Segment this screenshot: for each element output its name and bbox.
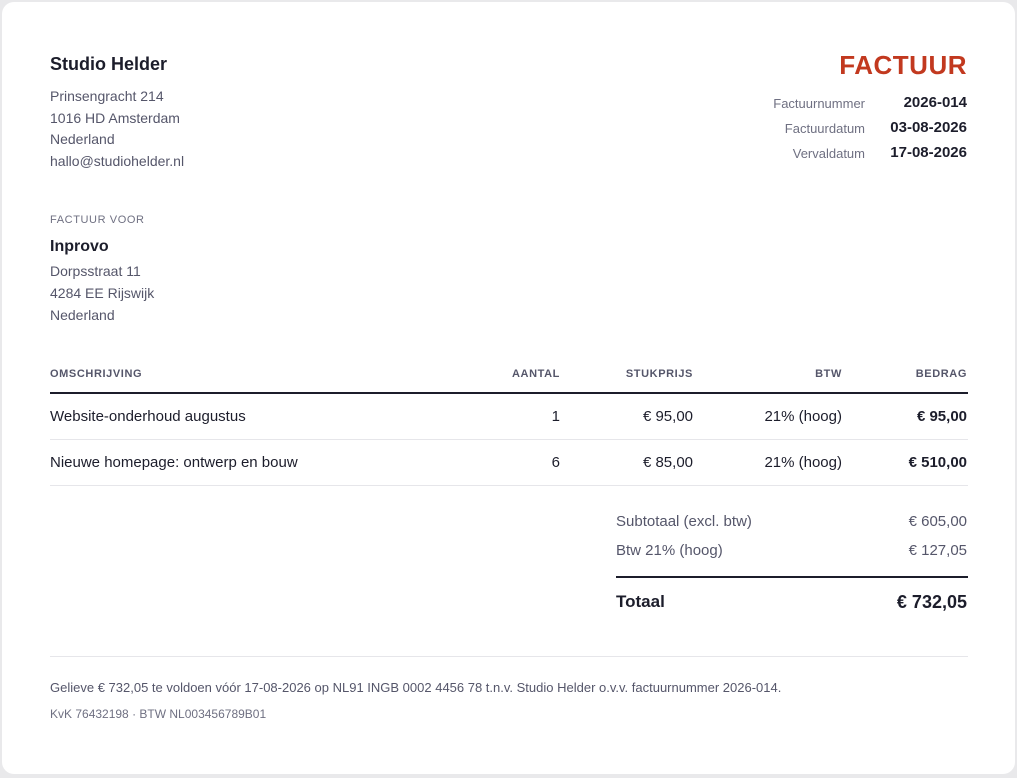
client-address-line: Dorpsstraat 11 bbox=[50, 263, 141, 279]
invoice-title: FACTUUR bbox=[839, 50, 967, 80]
row-vat: 21% (hoog) bbox=[764, 408, 842, 425]
table-header-divider bbox=[50, 392, 968, 394]
row-amount: € 95,00 bbox=[916, 408, 967, 425]
seller-address-line: 1016 HD Amsterdam bbox=[50, 110, 180, 126]
client-name: Inprovo bbox=[50, 238, 109, 255]
vat-label: Btw 21% (hoog) bbox=[616, 542, 723, 559]
row-unit-price: € 85,00 bbox=[642, 454, 693, 471]
bill-to-label: FACTUUR VOOR bbox=[50, 214, 145, 226]
subtotal-value: € 605,00 bbox=[908, 513, 967, 530]
meta-label-invoice-date: Factuurdatum bbox=[784, 121, 865, 136]
column-header-unit-price: STUKPRIJS bbox=[625, 368, 693, 380]
client-address-line: Nederland bbox=[50, 307, 115, 323]
meta-value-due-date: 17-08-2026 bbox=[890, 144, 967, 161]
column-header-quantity: AANTAL bbox=[512, 368, 560, 380]
row-quantity: 6 bbox=[551, 454, 560, 471]
seller-email: hallo@studiohelder.nl bbox=[50, 153, 185, 169]
seller-address-line: Prinsengracht 214 bbox=[50, 88, 164, 104]
subtotal-label: Subtotaal (excl. btw) bbox=[616, 513, 752, 530]
vat-value: € 127,05 bbox=[908, 542, 967, 559]
seller-address-line: Nederland bbox=[50, 131, 115, 147]
row-amount: € 510,00 bbox=[908, 454, 967, 471]
column-header-amount: BEDRAG bbox=[915, 368, 967, 380]
client-address-line: 4284 EE Rijswijk bbox=[50, 285, 155, 301]
total-label: Totaal bbox=[616, 592, 665, 611]
payment-note: Gelieve € 732,05 te voldoen vóór 17-08-2026 op NL91 INGB 0002 4456 78 t.n.v. Studio Helder o.v.v. factuurnummer 2026-014. bbox=[50, 680, 782, 695]
total-divider bbox=[616, 576, 968, 578]
registration-info: KvK 76432198 · BTW NL003456789B01 bbox=[50, 707, 267, 721]
meta-label-due-date: Vervaldatum bbox=[792, 146, 865, 161]
row-divider bbox=[50, 439, 968, 440]
meta-label-invoice-number: Factuurnummer bbox=[773, 96, 865, 111]
invoice-document bbox=[2, 2, 1015, 774]
meta-value-invoice-number: 2026-014 bbox=[903, 94, 967, 111]
row-description: Nieuwe homepage: ontwerp en bouw bbox=[50, 454, 298, 471]
row-vat: 21% (hoog) bbox=[764, 454, 842, 471]
column-header-vat: BTW bbox=[815, 368, 842, 380]
seller-name: Studio Helder bbox=[50, 54, 168, 74]
total-value: € 732,05 bbox=[896, 592, 967, 612]
column-header-description: OMSCHRIJVING bbox=[50, 368, 143, 380]
footer-divider bbox=[50, 656, 968, 657]
row-divider bbox=[50, 485, 968, 486]
row-quantity: 1 bbox=[551, 408, 560, 425]
meta-value-invoice-date: 03-08-2026 bbox=[890, 119, 967, 136]
row-description: Website-onderhoud augustus bbox=[50, 408, 246, 425]
row-unit-price: € 95,00 bbox=[642, 408, 693, 425]
